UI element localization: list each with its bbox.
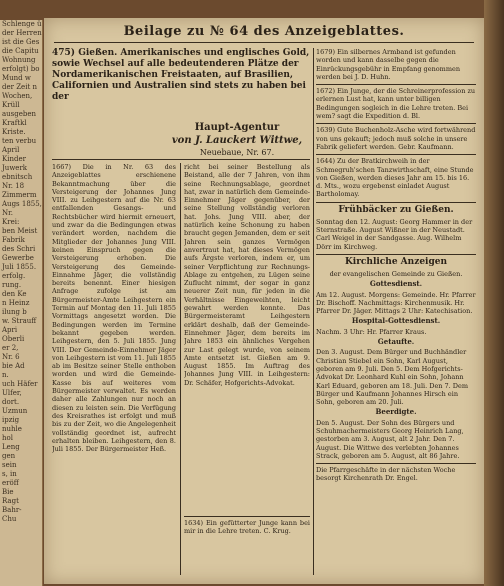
left-page-line: Wochen, [2, 92, 33, 100]
notice-1639: 1639) Gute Buchenholz-Asche wird fortwährend von uns gekauft; jedoch muß solche in unsere Fabrik geliefert werden. Gebr. Kaufmann. [316, 123, 476, 151]
left-page-line: gen [2, 452, 16, 460]
mid-rule [184, 516, 310, 517]
left-page-line: Leng [2, 443, 20, 451]
left-page-line: Kinder [2, 155, 26, 163]
left-page-line: Augs 1855, [2, 200, 42, 208]
left-page-line: Krüll [2, 101, 20, 109]
left-page-line: ten verbu [2, 137, 37, 145]
left-page-line: nuhle [2, 425, 22, 433]
hospital-text: Nachm. 3 Uhr: Hr. Pfarrer Kraus. [316, 327, 427, 336]
left-page-line: ben Meist [2, 227, 38, 235]
left-page-line: Nr. [2, 209, 13, 217]
left-page-line: Wohnung [2, 56, 36, 64]
left-page-line: den Ke [2, 290, 27, 298]
page-header-title: Beilage zu № 64 des Anzeigeblattes. [123, 24, 405, 39]
left-page-line: sein [2, 461, 17, 469]
left-page-line: ist die Ges [2, 38, 40, 46]
left-page-line: ipzig [2, 416, 20, 424]
notice-1634: 1634) Ein gefütterter Junge kann bei mir in die Lehre treten. C. Krug. [184, 519, 310, 536]
left-page-line: rung. [2, 281, 22, 289]
left-page-fragment [0, 20, 43, 586]
left-page-line: ausgeben [2, 110, 37, 118]
left-page-line: s, in [2, 470, 17, 478]
left-page-line: ebnitsch [2, 173, 33, 181]
ad-number: 475) [52, 48, 76, 58]
left-page-line: Uzmun [2, 407, 28, 415]
left-page-line: Apri [2, 326, 18, 334]
kirchliche-heading: Kirchliche Anzeigen [344, 256, 448, 267]
ad-text: Gießen. Amerikanisches und englisches Gold, sowie Wechsel auf alle bedeutenderen Plätze der Nordamerikanischen Freistaaten, auf Brasilien, Californien und Australien sind stets zu haben bei der [52, 48, 310, 102]
fruehbaecker-text: Sonntag den 12. August: Georg Hammer in der Sternstraße. August Wißner in der Neustadt. Carl Weigel in der Sandgasse. Aug. Wilhelm Dörr im Kirchweg. [316, 217, 473, 251]
notice-1672: 1672) Ein Junge, der die Schreinerprofession zu erlernen Lust hat, kann unter billigen Bedingungen sogleich in die Lehre treten. Bei wem? sagt die Expedition d. Bl. [316, 84, 476, 120]
agent-name: von J. Lauckert Wittwe, [171, 135, 303, 146]
left-page-line: Nr. 6 [2, 353, 20, 361]
left-page-line: der Zeit n [2, 83, 37, 91]
left-page-line: eröff [2, 479, 19, 487]
beerdigte-heading: Beerdigte. [375, 407, 417, 417]
agent-address: Neuebaue, Nr. 67. [199, 148, 275, 157]
column-divider [180, 163, 181, 575]
gottesdienst-text: Am 12. August. Morgens: Gemeinde. Hr. Pfarrer Dr. Bischoff. Nachmittags: Kirchenmusik. Hr. Pfarrer Dr. Jäger. Mittags 2 Uhr: Katechisation. [316, 290, 476, 316]
left-page-line: April [2, 146, 20, 154]
left-page-line: hol [2, 434, 13, 442]
left-page-line: erfolg. [2, 272, 26, 280]
newspaper-page [44, 18, 484, 584]
left-page-line: Chu [2, 515, 17, 523]
kirchliche-subheading: der evangelischen Gemeinde zu Gießen. [329, 269, 463, 278]
left-page-line: Bie [2, 488, 14, 496]
header-rule [54, 42, 474, 43]
left-page-line: n. [2, 371, 9, 379]
fruehbaecker-heading: Frühbäcker zu Gießen. [338, 204, 454, 215]
column-middle [184, 163, 310, 513]
getaufte-heading: Getaufte. [377, 337, 415, 347]
beerdigte-text: Den 5. August. Der Sohn des Bürgers und Schuhmachermeisters Georg Heinrich Lang, gestorben am 3. August, alt 2 Jahr. Den 7. August. Die Wittwe des verlebten Johannes Strack, geboren am 5. August, alt 86 Jahre. [316, 418, 464, 460]
left-page-line: die Capitu [2, 47, 39, 55]
gottesdienst-heading: Gottesdienst. [369, 279, 423, 289]
hospital-heading: Hospital-Gottesdienst. [351, 316, 441, 326]
left-page-line: Oberli [2, 335, 25, 343]
left-page-line: Juli 1855. [2, 263, 37, 271]
book-spine [484, 0, 504, 586]
column-right [316, 48, 476, 578]
left-page-line: er 2, [2, 344, 19, 352]
left-page-line: des Schri [2, 245, 36, 253]
left-page-line: Kraftkl [2, 119, 27, 127]
ad-rule [52, 159, 310, 160]
left-page-line: Ragt [2, 497, 19, 505]
left-page-line: Nr. 18 [2, 182, 25, 190]
getaufte-text: Den 3. August. Dem Bürger und Buchhändler Christian Stiebel ein Sohn, Karl August, geboren am 9. Juli. Den 5. Dem Hofgerichts-Advokat Dr. Leonhard Kuhl ein Sohn, Johann Karl Eduard, geboren am 18. Juli. Den 7. Dem Bürger und Kaufmann Johannes Hirsch ein Sohn, geboren am 20. Juli. [316, 348, 469, 407]
left-page-line: n Heinz [2, 299, 30, 307]
left-page-line: Ulfer, [2, 389, 22, 397]
column-left [52, 163, 176, 578]
notice-1667: 1667) Die in Nr. 63 des Anzeigeblattes erschienene Bekanntmachung über die Versteigerung der Johannes Jung VIII. zu Leihgestern auf die Nr. 63 entfallenden Gesangs- und Rechtsbücher wird hiermit erneuert, und zwar da die Bedingungen etwas verändert worden, nachdem die Mitglieder der Johannes Jung VIII. keinen Einspruch gegen die Versteigerung erhoben. Die Versteigerung des Gemeinde-Einnahme Jäger, die vollständig bereits benennt. Einer hiesigen Anfrage zufolge ist am Bürgermeister-Amte Leihgestern ein Termin auf Montag den 11. Juli 1855 Vormittags angesetzt worden. Die Bedingungen werden im Termine bekannt gegeben werden. Leihgestern, den 5. Juli 1855. Jung VIII. Der Gemeinde-Einnehmer Jäger von Leihgestern ist vom 11. Juli 1855 ab im Besitze seiner Stelle enthoben worden und wird die Gemeinde-Kasse bis auf weiteres vom Bürgermeister verwaltet. Es werden daher alle Zahlungen nur noch an diesen zu leisten sein. Die Verfügung des Kreisrathes ist erfolgt und muß bis zu der Zeit, wo die Angelegenheit vollständig geordnet ist, aufrecht erhalten bleiben. Leihgestern, den 8. Juli 1855. Der Bürgermeister Heß. [52, 163, 176, 454]
left-page-line: Mund w [2, 74, 31, 82]
agent-title: Haupt-Agentur [194, 122, 280, 133]
notice-1644: 1644) Zu der Bratkirchweih in der Schmegruh'schen Tanzwirthschaft, eine Stunde von Gießen, werden dieses Jahr am 15. bis 16. d. Mts., wozu ergebenst einladet August Bartholomay. [316, 154, 476, 198]
left-page-line: Zimmerm [2, 191, 37, 199]
gold-exchange-ad [52, 48, 310, 103]
left-page-line: Krei: [2, 218, 20, 226]
left-page-line: bie Ad [2, 362, 25, 370]
left-page-line: uch Häfer [2, 380, 38, 388]
left-page-line: Kriste. [2, 128, 26, 136]
column-divider-right [313, 48, 314, 575]
left-page-line: erfolgt) bo [2, 65, 40, 73]
left-page-line: ilung b [2, 308, 27, 316]
left-page-line: Gewerbe [2, 254, 34, 262]
left-page-line: Fabrik [2, 236, 25, 244]
notice-1679: 1679) Ein silbernes Armband ist gefunden worden und kann dasselbe gegen die Einrückungsgebühr in Empfang genommen werden bei J. D. Huhn. [316, 48, 461, 81]
left-page-line: dort. [2, 398, 20, 406]
left-page-line: Juwerk [2, 164, 28, 172]
pfarrgeschaefte-note: Die Pfarrgeschäfte in der nächsten Woche besorgt Kirchenrath Dr. Engel. [316, 463, 476, 483]
left-page-line: w. Strauff [2, 317, 37, 325]
notice-continued: richt bei seiner Bestellung als Beistand, alle der 7 Jahren, von ihm seine Rechnungsablage, geordnet hat, zwar in natürlich dem Gemeinde-Einnehmer Jäger gegenüber, der seine Stellung vollständig verloren hat. Johs. Jung VIII. aber, der natürlich keine Schonung zu haben braucht gegen Jemanden, dem er seit Jahren sein ganzes Vermögen anvertraut hat, hat dieses Vermögen aufs Ärgste verloren, indem er, um seiner Verpflichtung zur Rechnungs-Ablage zu entgehen, zu Lügen seine Zuflucht nimmt, der sogar in ganz neuerer Zeit nun, für jeden in die Verhältnisse Eingeweihten, leicht gewahrt werden konnte. Das Bürgermeisteramt Leihgestern erklärt deshalb, daß der Gemeinde-Einnehmer Jäger, dem bereits im Jahre 1853 ein ähnliches Vergehen zur Last gelegt wurde, von seinem Amte entsetzt ist. Gießen am 9. August 1855. Im Auftrag des Johannes Jung VIII. in Leihgestern: Dr. Schäfer, Hofgerichts-Advokat. [184, 163, 310, 387]
left-page-line: Schlenge ü [2, 20, 42, 28]
left-page-line: der Herren [2, 29, 42, 37]
left-page-line: Bahr- [2, 506, 22, 514]
